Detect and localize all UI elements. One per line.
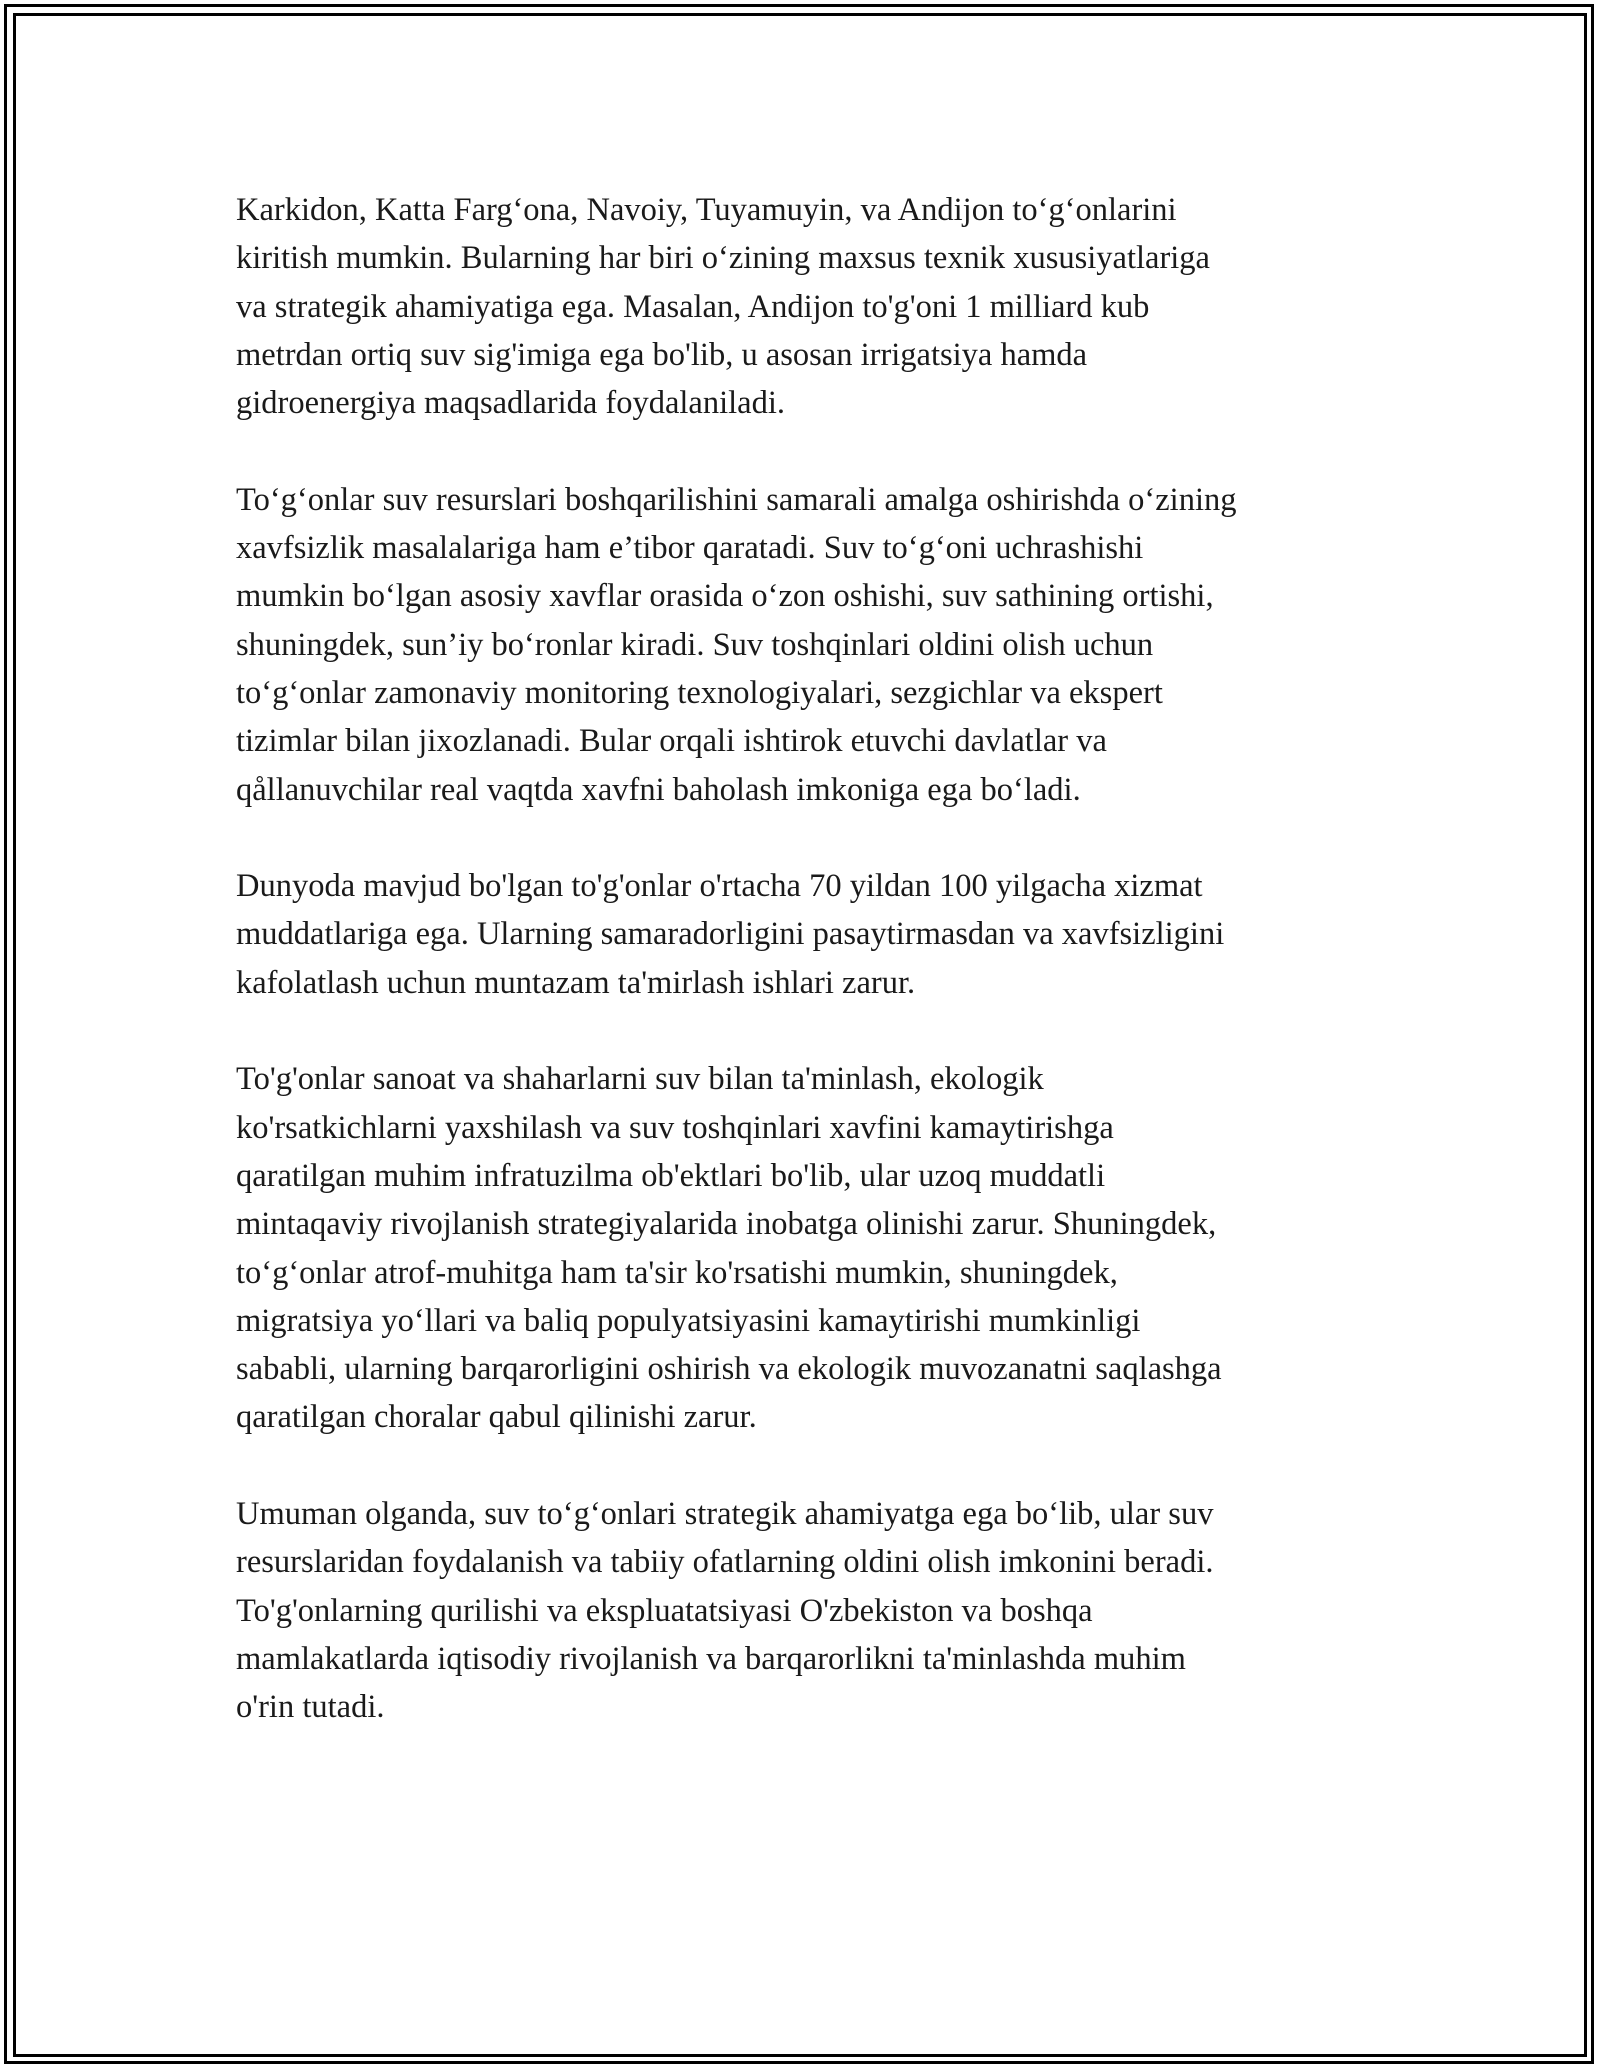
paragraph (236, 1490, 1376, 1731)
paragraph (236, 476, 1376, 814)
text-line: To'g'onlarning qurilishi va ekspluatatsiyasi O'zbekiston va boshqa (236, 1592, 1093, 1629)
text-line: tizimlar bilan jixozlanadi. Bular orqali ishtirok etuvchi davlatlar va (236, 723, 1107, 760)
text-line: qållanuvchilar real vaqtda xavfni baholash imkoniga ega bo‘ladi. (236, 771, 1081, 808)
text-line: to‘g‘onlar atrof-muhitga ham ta'sir ko'rsatishi mumkin, shuningdek, (236, 1254, 1118, 1291)
document-body (236, 186, 1376, 1732)
text-line: qaratilgan choralar qabul qilinishi zarur. (236, 1399, 757, 1436)
text-line: muddatlariga ega. Ularning samaradorligini pasaytirmasdan va xavfsizligini (236, 916, 1225, 953)
paragraph-spacer (236, 814, 1376, 862)
text-line: xavfsizlik masalalariga ham e’tibor qaratadi. Suv to‘g‘oni uchrashishi (236, 530, 1144, 567)
text-line: Umuman olganda, suv to‘g‘onlari strategik ahamiyatga ega bo‘lib, ular suv (236, 1496, 1214, 1533)
text-line: sababli, ularning barqarorligini oshirish va ekologik muvozanatni saqlashga (236, 1351, 1222, 1388)
text-line: kiritish mumkin. Bularning har biri o‘zining maxsus texnik xususiyatlariga (236, 240, 1210, 277)
paragraph (236, 862, 1376, 1007)
paragraph-spacer (236, 427, 1376, 475)
text-line: metrdan ortiq suv sig'imiga ega bo'lib, u asosan irrigatsiya hamda (236, 336, 1088, 373)
text-line: Karkidon, Katta Farg‘ona, Navoiy, Tuyamuyin, va Andijon to‘g‘onlarini (236, 192, 1177, 228)
text-line: kafolatlash uchun muntazam ta'mirlash ishlari zarur. (236, 964, 916, 1001)
paragraph (236, 1055, 1376, 1441)
paragraph-spacer (236, 1442, 1376, 1490)
text-line: gidroenergiya maqsadlarida foydalaniladi. (236, 385, 785, 422)
text-line: qaratilgan muhim infratuzilma ob'ektlari bo'lib, ular uzoq muddatli (236, 1157, 1106, 1194)
text-line: va strategik ahamiyatiga ega. Masalan, Andijon to'g'oni 1 milliard kub (236, 288, 1150, 325)
text-line: Dunyoda mavjud bo'lgan to'g'onlar o'rtacha 70 yildan 100 yilgacha xizmat (236, 868, 1203, 905)
text-line: To‘g‘onlar suv resurslari boshqarilishini samarali amalga oshirishda o‘zining (236, 481, 1237, 518)
text-line: mamlakatlarda iqtisodiy rivojlanish va barqarorlikni ta'minlashda muhim (236, 1640, 1186, 1677)
text-line: resurslaridan foydalanish va tabiiy ofatlarning oldini olish imkonini beradi. (236, 1544, 1214, 1581)
paragraph (236, 186, 1376, 427)
text-line: migratsiya yo‘llari va baliq populyatsiyasini kamaytirishi mumkinligi (236, 1302, 1141, 1339)
text-line: shuningdek, sun’iy bo‘ronlar kiradi. Suv toshqinlari oldini olish uchun (236, 626, 1154, 663)
text-line: to‘g‘onlar zamonaviy monitoring texnologiyalari, sezgichlar va ekspert (236, 674, 1163, 711)
text-line: To'g'onlar sanoat va shaharlarni suv bilan ta'minlash, ekologik (236, 1061, 1044, 1098)
text-line: mumkin bo‘lgan asosiy xavflar orasida o‘zon oshishi, suv sathining ortishi, (236, 578, 1214, 615)
paragraph-spacer (236, 1007, 1376, 1055)
text-line: ko'rsatkichlarni yaxshilash va suv toshqinlari xavfini kamaytirishga (236, 1109, 1114, 1146)
text-line: mintaqaviy rivojlanish strategiyalarida inobatga olinishi zarur. Shuningdek, (236, 1206, 1217, 1243)
text-line: o'rin tutadi. (236, 1689, 385, 1726)
